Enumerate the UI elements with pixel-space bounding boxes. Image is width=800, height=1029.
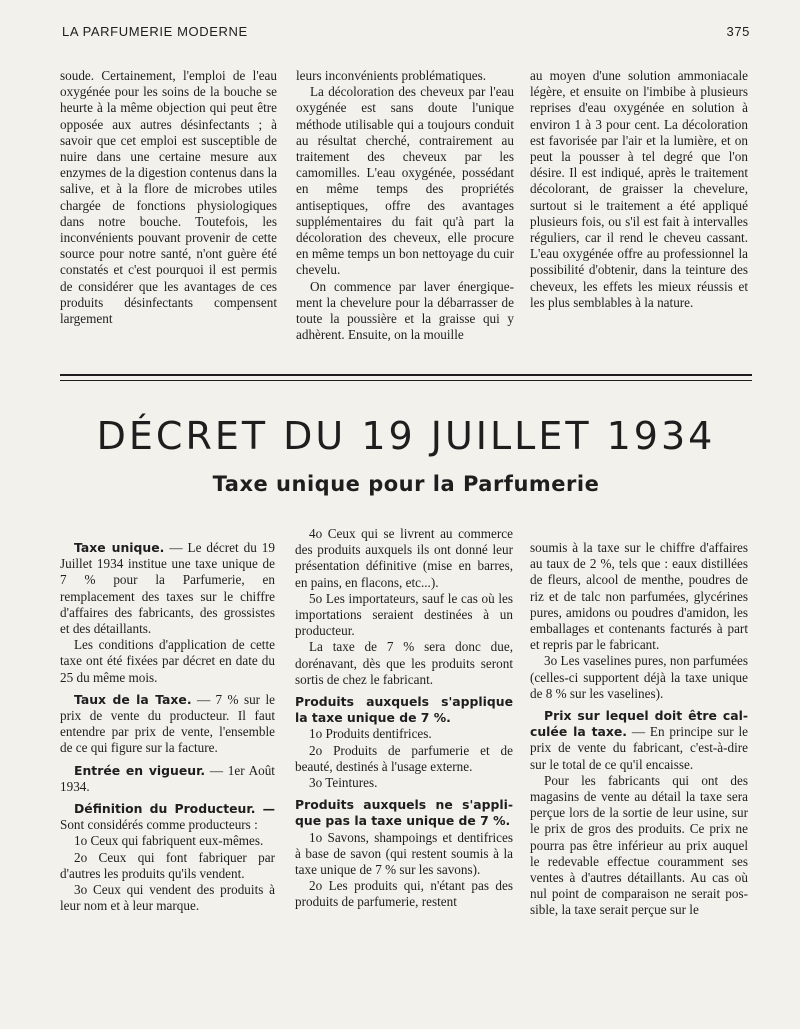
list-item: 3o Les vaselines pures, non parfumées (celles-ci supportent déjà la taxe unique de 8 % sur les vaselines).	[530, 653, 748, 701]
section-heading: Entrée en vigueur.	[74, 762, 206, 778]
list-item: 5o Les importateurs, sauf le cas où les importations seraient destinées à un producteur.	[295, 590, 513, 639]
list-item: 1o Produits dentifrices.	[309, 726, 432, 742]
page-header	[62, 24, 750, 44]
section-divider	[60, 374, 752, 381]
top-article-column-3	[530, 68, 748, 311]
section-heading-block	[295, 797, 513, 829]
paragraph: au moyen d'une solution ammoniacale légère, et ensuite on l'imbibe à plusieurs reprises d'eau oxygénée en solution à environ 1 à 3 pour cent. La décoloration est favorisée par l'air et la lumière, et on peut la pousser à tel degré que l'on désire. Il est indiqué, après le traitement décolorant, de graisser la chevelure, surtout si le traitement a été appliqué plusieurs fois, ou s'il est fait à intervalles réguliers, car il rend le cheveu cassant. L'eau oxygénée offre au professionnel la possibilité d'obtenir, dans la teinture des cheveux, les effets les mieux réussis et les plus semblables à la nature.	[530, 68, 748, 310]
section-heading: Prix sur lequel doit être calculée la taxe.	[530, 708, 748, 740]
top-article-column-1	[60, 68, 277, 327]
page-number: 375	[726, 24, 750, 39]
paragraph: Les conditions d'application de cette taxe ont été fixées par décret en date du 25 du même mois.	[60, 637, 275, 685]
article-subtitle: Taxe unique pour la Parfumerie	[212, 472, 600, 496]
paragraph: leurs inconvénients problématiques.	[296, 68, 487, 83]
article-title: DÉCRET DU 19 JUILLET 1934	[96, 414, 716, 458]
list-item: 2o Les produits qui, n'étant pas des produits de parfumerie, restent	[295, 878, 513, 910]
list-item: 1o Savons, shampoings et dentifrices à base de savon (qui restent soumis à la taxe unique de 7 % sur les savons).	[295, 829, 513, 878]
paragraph: Définition du Producteur. — Sont considérés comme producteurs :	[60, 801, 275, 833]
section-heading: Taxe unique.	[74, 540, 165, 555]
list-item: 3o Teintures.	[309, 775, 378, 791]
journal-title: LA PARFUMERIE MODERNE	[62, 24, 248, 39]
paragraph: Prix sur lequel doit être calculée la taxe. — En principe sur le prix de vente du fabricant, c'est-à-dire sur le total de ce qu'il encaisse.	[530, 708, 748, 772]
decret-column-2	[295, 526, 513, 911]
section-heading: Produits auxquels ne s'applique pas la taxe unique de 7 %.	[295, 797, 513, 829]
paragraph: Taux de la Taxe. — 7 % sur le prix de vente du producteur. Il faut entendre par prix de vente, l'ensemble de ce qui figure sur la facture.	[60, 691, 276, 756]
list-item: 3o Ceux qui vendent des produits à leur nom et à leur marque.	[60, 882, 275, 914]
section-heading: Taux de la Taxe.	[74, 691, 192, 707]
list-item: 4o Ceux qui se livrent au commerce des produits auxquels ils ont donné leur présentation définitive (mise en barres, en pains, en flacons, etc...).	[295, 526, 513, 590]
list-item: 1o Ceux qui fabriquent eux-mêmes.	[74, 833, 264, 849]
paragraph: La décoloration des cheveux par l'eau oxygénée est sans doute l'unique méthode utilisable qui a toujours conduit au résultat cherché, contrairement au traitement des cheveux par les camomilles. L'eau oxygénée, possédant en même temps des propriétés antiseptiques, offre des avantages supplémentaires du fait qu'à part la décoloration des cheveux, elle procure en même temps un bon nettoyage du cuir chevelu.	[296, 84, 514, 278]
paragraph: La taxe de 7 % sera donc due, dorénavant, dès que les produits seront sortis de chez le fabricant.	[295, 639, 513, 687]
list-item: 2o Ceux qui font fabriquer par d'autres les produits qu'ils vendent.	[60, 849, 275, 881]
paragraph: Pour les fabricants qui ont des magasins de vente au détail la taxe sera perçue lors de la sortie de leur usine, sur le prix de gros des produits. Ce prix ne pourra pas être inférieur au prix auquel le redevable effectue couramment ses ventes à d'autres détaillants. Au cas où nul point de comparaison ne serait possible, la taxe serait perçue sur le	[530, 772, 748, 918]
paragraph: On commence par laver énergiquement la chevelure pour la débarrasser de toute la poussière et la graisse qui y adhèrent. Ensuite, on la mouille	[296, 278, 514, 343]
list-item: 2o Produits de parfumerie et de beauté, destinés à l'usage externe.	[295, 742, 513, 774]
decret-column-1	[60, 540, 275, 914]
paragraph: Taxe unique. — Le décret du 19 Juillet 1934 institue une taxe unique de 7 % pour la Parfumerie, en remplacement des taxes sur le chiffre d'affaires des fabricants, des grossistes et des détaillants.	[60, 540, 275, 637]
paragraph: soumis à la taxe sur le chiffre d'affaires au taux de 2 %, tels que : eaux distillées de fleurs, alcool de menthe, poudres de riz et de talc non parfumées, glycérines pures, amidons ou poudres d'amidon, les emballages et contenants facturés à part et repris par le fabricant.	[530, 540, 748, 653]
section-heading: Produits auxquels s'applique la taxe unique de 7 %.	[295, 694, 513, 726]
paragraph: Entrée en vigueur. — 1er Août 1934.	[60, 762, 275, 794]
paragraph: soude. Certainement, l'emploi de l'eau oxygénée pour les soins de la bouche se heurte à la même objection qui peut être opposée aux autres désinfectants ; à savoir que cet emploi est susceptible de nuire dans une certaine mesure aux enzymes de la digestion contenus dans la salive, et à la flore de microbes utiles chargée de fonctions physiologiques dans notre bouche. Toutefois, les inconvénients pouvant provenir de cette source pour notre santé, n'ont guère été constatés et c'est pourquoi il est permis de considérer que les avantages de ces produits désinfectants compensent largement	[60, 68, 277, 327]
section-heading-block	[295, 694, 513, 726]
decret-column-3	[530, 540, 748, 919]
top-article-column-2	[296, 68, 514, 343]
section-heading: Définition du Producteur. —	[74, 801, 275, 817]
